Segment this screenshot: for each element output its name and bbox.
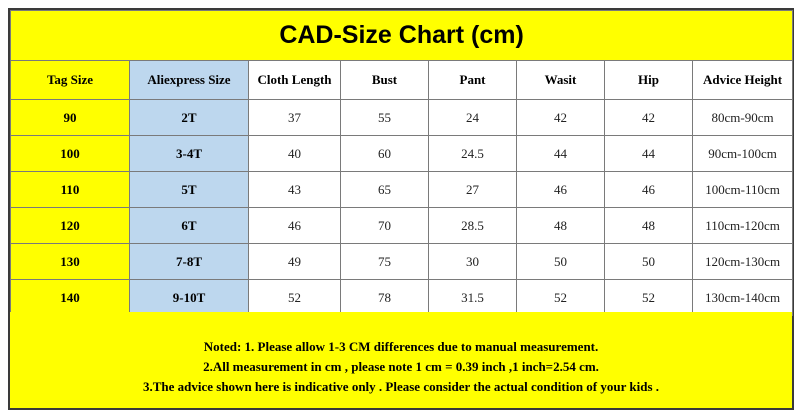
hip-cell: 48 — [605, 208, 693, 244]
wasit-cell: 48 — [517, 208, 605, 244]
tag-size-cell: 90 — [11, 100, 130, 136]
bust-cell: 78 — [341, 280, 429, 316]
advice-height-cell: 120cm-130cm — [693, 244, 793, 280]
bust-cell: 65 — [341, 172, 429, 208]
tag-size-cell: 140 — [11, 280, 130, 316]
table-row — [11, 280, 793, 316]
advice-height-cell: 100cm-110cm — [693, 172, 793, 208]
aliexpress-size-cell: 3-4T — [130, 136, 249, 172]
table-row — [11, 172, 793, 208]
note-line-3: 3.The advice shown here is indicative only . Please consider the actual condition of your kids . — [142, 379, 660, 394]
aliexpress-size-cell: 7-8T — [130, 244, 249, 280]
table-row — [11, 244, 793, 280]
header-advice-height: Advice Height — [693, 61, 793, 100]
hip-cell: 44 — [605, 136, 693, 172]
size-chart — [8, 8, 794, 410]
aliexpress-size-cell: 6T — [130, 208, 249, 244]
hip-cell: 52 — [605, 280, 693, 316]
tag-size-cell: 130 — [11, 244, 130, 280]
bust-cell: 75 — [341, 244, 429, 280]
wasit-cell: 52 — [517, 280, 605, 316]
pant-cell: 30 — [429, 244, 517, 280]
pant-cell: 28.5 — [429, 208, 517, 244]
header-aliexpress-size: Aliexpress Size — [130, 61, 249, 100]
aliexpress-size-cell: 2T — [130, 100, 249, 136]
cloth-length-cell: 43 — [249, 172, 341, 208]
notes-panel — [10, 312, 792, 408]
advice-height-cell: 130cm-140cm — [693, 280, 793, 316]
tag-size-cell: 120 — [11, 208, 130, 244]
pant-cell: 24 — [429, 100, 517, 136]
cloth-length-cell: 46 — [249, 208, 341, 244]
wasit-cell: 44 — [517, 136, 605, 172]
hip-cell: 46 — [605, 172, 693, 208]
pant-cell: 31.5 — [429, 280, 517, 316]
tag-size-cell: 110 — [11, 172, 130, 208]
header-hip: Hip — [605, 61, 693, 100]
cloth-length-cell: 37 — [249, 100, 341, 136]
header-bust: Bust — [341, 61, 429, 100]
pant-cell: 27 — [429, 172, 517, 208]
aliexpress-size-cell: 5T — [130, 172, 249, 208]
tag-size-cell: 100 — [11, 136, 130, 172]
advice-height-cell: 110cm-120cm — [693, 208, 793, 244]
aliexpress-size-cell: 9-10T — [130, 280, 249, 316]
header-pant: Pant — [429, 61, 517, 100]
note-line-2: 2.All measurement in cm , please note 1 cm = 0.39 inch ,1 inch=2.54 cm. — [203, 359, 599, 374]
advice-height-cell: 90cm-100cm — [693, 136, 793, 172]
cloth-length-cell: 49 — [249, 244, 341, 280]
wasit-cell: 46 — [517, 172, 605, 208]
advice-height-cell: 80cm-90cm — [693, 100, 793, 136]
bust-cell: 60 — [341, 136, 429, 172]
header-wasit: Wasit — [517, 61, 605, 100]
table-row — [11, 208, 793, 244]
hip-cell: 50 — [605, 244, 693, 280]
wasit-cell: 42 — [517, 100, 605, 136]
header-row — [11, 61, 793, 100]
table-row — [11, 100, 793, 136]
table-row — [11, 136, 793, 172]
note-line-1: Noted: 1. Please allow 1-3 CM differences due to manual measurement. — [203, 339, 599, 354]
bust-cell: 70 — [341, 208, 429, 244]
header-tag-size: Tag Size — [11, 61, 130, 100]
header-cloth-length: Cloth Length — [249, 61, 341, 100]
chart-title: CAD-Size Chart (cm) — [11, 11, 793, 61]
hip-cell: 42 — [605, 100, 693, 136]
cloth-length-cell: 52 — [249, 280, 341, 316]
pant-cell: 24.5 — [429, 136, 517, 172]
bust-cell: 55 — [341, 100, 429, 136]
wasit-cell: 50 — [517, 244, 605, 280]
cloth-length-cell: 40 — [249, 136, 341, 172]
size-table — [10, 10, 793, 316]
